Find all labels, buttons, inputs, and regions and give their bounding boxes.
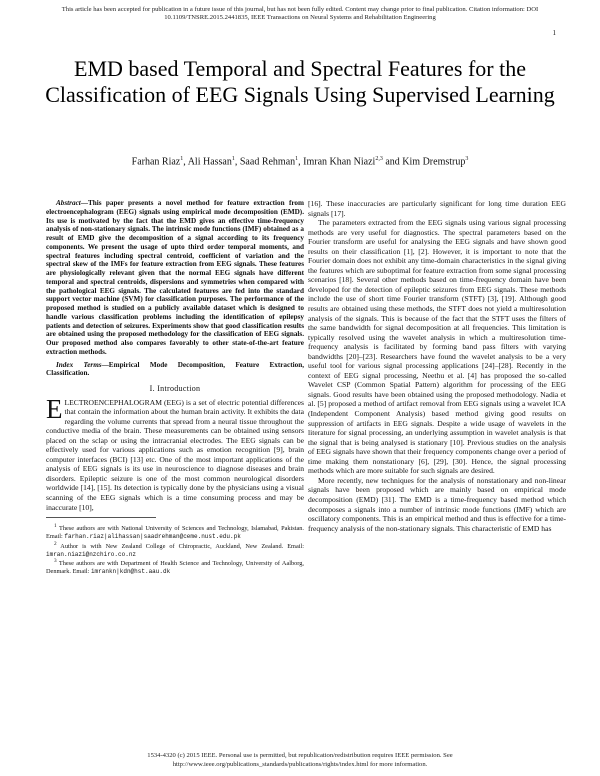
author-name: Imran Khan Niazi — [303, 156, 376, 168]
footnote-1-mark: 1 — [54, 523, 57, 530]
footnote-3-email[interactable]: imrankn|kdn@hst.aau.dk — [90, 568, 171, 576]
author-affiliation-mark: 1 — [231, 156, 235, 162]
author-affiliation-mark: 3 — [465, 156, 469, 162]
author-name: Farhan Riaz — [131, 156, 181, 168]
left-column — [46, 199, 304, 576]
author-list — [40, 153, 560, 168]
author-affiliation-mark: 2,3 — [375, 156, 383, 162]
footer-line-1: 1534-4320 (c) 2015 IEEE. Personal use is permitted, but republication/redistribution requires IEEE permission. See — [147, 752, 453, 759]
footnote-1-email[interactable]: farhan.riaz|alihassan|saadrehman@ceme.nust.edu.pk — [64, 533, 241, 540]
abstract-lead: Abstract — [56, 199, 81, 207]
author-name: Saad Rehman — [239, 156, 296, 168]
author-separator: and — [382, 156, 403, 168]
section-heading-introduction: I. Introduction — [149, 384, 201, 393]
footnote-2-mark: 2 — [54, 540, 57, 547]
page-number: 1 — [552, 29, 556, 37]
footnote-1-text: These authors are with National University of Sciences and Technology, Islamabad, Pakistan. Email: — [46, 525, 304, 540]
body-paragraph: More recently, new techniques for the analysis of nonstationary and non-linear signals have been proposed which are mainly based on empirical mode decomposition (EMD) [31]. The EMD is a time-frequency based method which decomposes a signals into a number of intrinsic mode functions (IMF) which are oscillatory components. This is an empirical method and thus is effective for a time-frequency analysis of the non-stationary signals. This characteristic of EMD has — [308, 475, 566, 533]
abstract-text: —This paper presents a novel method for feature extraction from electroencephalogram (EEG) signals using empirical mode decomposition (EMD). Its use is motivated by the fact that the EMD gives an effective time-frequency analysis of non-stationary signals. The intrinsic mode functions (IMF) obtained as a result of EMD give the decomposition of a signal according to its frequency components. We present the usage of upto third order temporal moments, and spectral features including spectral centroid, coefficient of variation and the spectral skew of the IMFs for feature extraction from EEG signals. These features are physiologically relevant given that the normal EEG signals have different temporal and spectral centroids, dispersions and symmetries when compared with the pathological EEG signals. The calculated features are fed into the standard support vector machine (SVM) for classification purposes. The performance of the proposed method is studied on a publicly available dataset which is designed to handle various classification problems including the identification of epilepsy patients and detection of seizures. Experiments show that good classification results are obtained using the proposed methodology for the classification of EEG signals. Our proposed method also compares favorably to other state-of-the-art feature extraction methods. — [46, 199, 304, 356]
body-paragraph: [16]. These inaccuracies are particularly significant for long time duration EEG signals [17]. — [308, 199, 566, 218]
footnote-3-text: These authors are with Department of Health Science and Technology, University of Aalborg, Denmark. Email: — [46, 560, 305, 576]
footnote-2 — [46, 541, 304, 559]
copyright-footer — [60, 752, 540, 769]
abstract — [46, 199, 304, 357]
footer-link[interactable]: http://www.ieee.org/publications_standards/publications/rights/index.html for more information. — [172, 760, 428, 768]
footnote-1 — [46, 523, 304, 541]
author-name: Kim Dremstrup — [402, 156, 466, 168]
author-affiliation-mark: 1 — [180, 156, 184, 162]
intro-paragraph — [46, 393, 304, 513]
index-terms-text: —Empirical Mode Decomposition, Feature Extraction, Classification. — [46, 360, 304, 378]
footnote-2-email[interactable]: imran.niazi@nzchiro.co.nz — [46, 550, 137, 558]
intro-text: (EEG) is a set of electric potential differences that contain the information about the human brain activity. It exhibits the data regarding the volume currents that spread from a neural tissue throughout the conductive media of the brain. These measurements can be obtained using sensors placed on the sclap or using the intracranial electrodes. The EEG signals can be effectively used for various applications such as emotion recognition [9], brain computer interfaces (BCI) [13] etc. One of the most important applications of the analysis of EEG signals is its use in neuroscience to diagnose diseases and brain disorders. Epileptic seizure is one of the most common neurological disorders worldwide [14], [15]. Its detection is typically done by the physicians using a visual scanning of the EEG signals which is a time consuming process and may be inaccurate [10], — [46, 397, 304, 512]
banner-line-2: 10.1109/TNSRE.2015.2441835, IEEE Transactions on Neural Systems and Rehabilitation Engineering — [164, 14, 436, 22]
author-affiliation-mark: 1 — [295, 156, 299, 162]
paper-title: EMD based Temporal and Spectral Features for the Classification of EEG Signals Using Supervised Learning — [45, 56, 555, 107]
intro-first-word: LECTROENCEPHALOGRAM — [64, 397, 162, 407]
author-name: Ali Hassan — [187, 156, 232, 168]
index-terms-lead: Index Terms — [56, 360, 102, 369]
drop-cap: E — [46, 393, 63, 424]
footnote-3-mark: 3 — [54, 558, 57, 565]
banner-line-1: This article has been accepted for publication in a future issue of this journal, but has not been fully edited. Content may change prior to final publication. Citation information: DOI — [61, 6, 539, 13]
footnote-rule — [46, 517, 156, 518]
author-separator: , — [183, 156, 188, 168]
footnote-3 — [46, 558, 304, 576]
body-paragraph: The parameters extracted from the EEG signals using various signal processing methods are very useful for diagnostics. The spectral parameters based on the Fourier transform are useful for analysing the EEG signals and have shown good results on their classification [1], [2]. However, it is important to note that the Fourier domain does not exhibit any time-domain characteristics in the signal giving the features which are suboptimal for feature extraction from some signal processing scenarios [18]. Several other methods based on time-frequency domain have been developed for the detection of epileptic seizures from EEG signals. These methods include the use of short time Fourier transform (STFT) [3], [19]. Although good results are obtained using these methods, the STFT does not yield a multiresolution analysis of the signals. This is because of the fact that the STFT uses the filters of the same bandwidth for signal decomposition at all frequencies. This limitation is typically resolved using the wavelet analysis in which a multiresolution time-frequency analysis is facilitated by forming band pass filters with varying bandwidths [20]–[23]. Researchers have found the wavelet analysis to be a very useful tool for various signal processing applications [24]–[28]. Recently in the context of EEG signal processing, Neethu et al. [4] has proposed the so-called Wavelet CSP (Common Spatial Pattern) algorithm for processing of the EEG signals. Good results have been obtained using the proposed methodology. Nadia et al. [5] proposed a method of artifact removal from EEG signals using a wavelet ICA (Independent Component Analysis) based method giving good results on suppression of artifacts in EEG signals. Despite a wide usage of wavelets in the literature for signal processing, an underlying assumption in wavelet analysis is that the signal that is being analysed is stationary [10]. Previous studies on the analysis of EEG signals have shown that their frequency components change over a period of time making them nonstationary [6], [29], [30]. Hence, the signal processing methods which are more suitable for such signals are desired. — [308, 218, 566, 476]
author-separator: , — [298, 156, 304, 168]
footnote-2-text: Author is with New Zealand College of Chiropractic, Auckland, New Zealand. Email: — [60, 542, 304, 550]
footnotes — [46, 523, 304, 576]
right-column — [308, 199, 566, 533]
index-terms — [46, 361, 304, 379]
author-separator: , — [234, 156, 240, 168]
publication-banner — [20, 6, 580, 23]
